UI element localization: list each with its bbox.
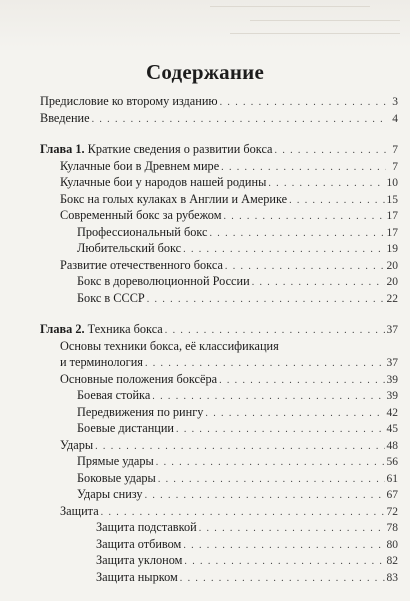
toc-entry-text: Защита подставкой [96, 520, 197, 534]
toc-entry-text: Прямые удары [77, 454, 154, 468]
toc-entry-text: Бокс на голых кулаках в Англии и Америке [60, 191, 288, 206]
toc-entry[interactable] [40, 225, 398, 242]
toc-entry-text: Удары [60, 437, 94, 452]
dot-leader [268, 178, 384, 189]
chapter-number: Глава 1. [40, 142, 85, 156]
toc-entry[interactable] [40, 111, 398, 128]
toc-entry-text: Защита [60, 503, 99, 518]
toc-entry-text: Техника бокса [84, 322, 163, 336]
toc-entry-text: и терминология [60, 355, 143, 369]
page-number: 22 [386, 292, 398, 305]
toc-entry-title [40, 142, 273, 157]
dot-leader [205, 408, 384, 419]
page-number: 42 [386, 406, 398, 419]
dot-leader [275, 145, 386, 156]
page-number: 72 [386, 505, 398, 518]
chapter-number: Глава 2. [40, 322, 85, 336]
page-number: 37 [386, 357, 398, 369]
toc-entry[interactable] [40, 520, 398, 537]
dot-leader [180, 573, 385, 584]
page-number: 61 [386, 472, 398, 485]
toc-entry-title [96, 520, 197, 535]
page-number: 39 [386, 390, 398, 402]
toc-entry-title [77, 225, 207, 240]
toc-entry[interactable] [40, 438, 398, 455]
toc-entry[interactable] [40, 570, 398, 587]
dot-leader [220, 97, 386, 108]
toc-entry-title [77, 405, 203, 420]
toc-entry-text: Бокс в СССР [77, 290, 145, 305]
dot-leader [209, 228, 384, 239]
page-number: 15 [386, 193, 398, 206]
toc-entry-title [60, 159, 219, 174]
toc-entry-title [77, 388, 150, 403]
dot-leader [145, 490, 385, 501]
toc-entry-text: Современный бокс за рубежом [60, 208, 222, 222]
toc-entry[interactable] [40, 159, 398, 176]
dot-leader [147, 294, 385, 305]
dot-leader [224, 211, 385, 222]
toc-entry-text: Предисловие ко второму изданию [40, 94, 218, 108]
toc-entry[interactable] [40, 388, 398, 405]
toc-entry[interactable] [40, 471, 398, 488]
page-number: 4 [392, 112, 398, 125]
dot-leader [199, 523, 385, 534]
toc-section [40, 142, 398, 307]
toc-entry[interactable] [40, 487, 398, 504]
table-of-contents [40, 94, 398, 601]
toc-entry-title [77, 241, 181, 256]
dot-leader [165, 325, 385, 336]
toc-entry-text: Боевая стойка [77, 388, 151, 402]
dot-leader [184, 556, 384, 567]
toc-entry-text: Бокс в дореволюционной России [77, 274, 250, 288]
toc-entry-text: Защита нырком [96, 569, 178, 584]
dot-leader [183, 540, 384, 551]
page-number: 17 [386, 226, 398, 239]
toc-entry[interactable] [40, 142, 398, 159]
page-number: 7 [392, 160, 398, 173]
toc-entry-text: Основные положения боксёра [60, 371, 218, 386]
page-number: 10 [386, 177, 398, 189]
page-number: 3 [392, 96, 398, 108]
page-number: 82 [386, 555, 398, 567]
toc-entry-text: Любительский бокс [77, 241, 182, 255]
toc-entry-title [60, 175, 266, 190]
toc-entry[interactable] [40, 258, 398, 275]
toc-entry-title [60, 339, 279, 354]
page-number: 39 [386, 373, 398, 386]
toc-entry-title [96, 553, 182, 568]
toc-entry-title [77, 454, 154, 469]
page-number: 67 [386, 489, 398, 501]
toc-entry-title [40, 111, 90, 126]
toc-entry[interactable] [40, 274, 398, 291]
toc-entry[interactable] [40, 537, 398, 554]
toc-entry[interactable] [40, 339, 398, 356]
toc-entry[interactable] [40, 553, 398, 570]
toc-entry-title [77, 274, 250, 289]
toc-entry[interactable] [40, 322, 398, 339]
toc-entry[interactable] [40, 355, 398, 372]
toc-entry-title [77, 421, 174, 436]
toc-entry-title [77, 487, 143, 502]
toc-entry-text: Профессиональный бокс [77, 224, 208, 239]
dot-leader [101, 507, 385, 518]
toc-entry-text: Защита отбивом [96, 536, 182, 551]
page-number: 80 [386, 538, 398, 551]
toc-entry[interactable] [40, 241, 398, 258]
toc-entry[interactable] [40, 94, 398, 111]
dot-leader [289, 195, 384, 206]
toc-section [40, 322, 398, 586]
toc-entry-text: Краткие сведения о развитии бокса [84, 142, 273, 156]
toc-entry-text: Боковые удары [77, 470, 156, 485]
toc-entry-text: Развитие отечественного бокса [60, 257, 223, 272]
dot-leader [183, 244, 384, 255]
dot-leader [92, 114, 386, 125]
dot-leader [95, 441, 384, 452]
page-number: 45 [386, 423, 398, 435]
page-number: 37 [386, 324, 398, 336]
toc-entry-title [60, 258, 223, 273]
toc-entry[interactable] [40, 405, 398, 422]
toc-entry-title [96, 537, 181, 552]
page-title: Содержание [146, 60, 264, 84]
toc-entry-text: Введение [40, 110, 90, 125]
page-number: 17 [386, 210, 398, 222]
toc-entry-title [77, 471, 156, 486]
toc-entry[interactable] [40, 208, 398, 225]
toc-entry-title [96, 570, 178, 585]
toc-entry-text: Основы техники бокса, её классификация [60, 338, 279, 353]
toc-entry-title [60, 438, 93, 453]
page-number: 19 [386, 243, 398, 255]
toc-entry[interactable] [40, 504, 398, 521]
page-number: 83 [386, 571, 398, 584]
toc-entry-title [77, 291, 145, 306]
dot-leader [158, 474, 385, 485]
toc-entry-title [60, 355, 143, 370]
toc-entry[interactable] [40, 175, 398, 192]
page-number: 78 [386, 522, 398, 534]
toc-entry-title [60, 372, 217, 387]
dot-leader [219, 375, 384, 386]
dot-leader [156, 457, 385, 468]
dot-leader [252, 277, 385, 288]
dot-leader [152, 391, 384, 402]
toc-entry[interactable] [40, 291, 398, 308]
toc-entry[interactable] [40, 454, 398, 471]
toc-entry[interactable] [40, 372, 398, 389]
page-number: 48 [386, 439, 398, 452]
dot-leader [221, 162, 386, 173]
dot-leader [145, 358, 385, 369]
toc-section [40, 94, 398, 127]
toc-entry-text: Боевые дистанции [77, 421, 175, 435]
toc-entry-text: Защита уклоном [96, 553, 183, 567]
toc-entry-text: Кулачные бои у народов нашей родины [60, 175, 267, 189]
page-number: 7 [392, 144, 398, 156]
toc-entry-text: Удары снизу [77, 487, 143, 501]
toc-entry-title [40, 322, 163, 337]
dot-leader [176, 424, 384, 435]
page-number: 20 [386, 276, 398, 288]
toc-entry-title [60, 504, 99, 519]
toc-entry-title [60, 208, 222, 223]
dot-leader [225, 261, 385, 272]
page-number: 20 [386, 259, 398, 272]
toc-entry[interactable] [40, 421, 398, 438]
toc-entry-text: Передвижения по рингу [77, 404, 204, 419]
toc-entry-title [60, 192, 287, 207]
toc-entry[interactable] [40, 192, 398, 209]
toc-entry-text: Кулачные бои в Древнем мире [60, 158, 220, 173]
previous-page-bleed [0, 0, 410, 48]
toc-entry-title [40, 94, 218, 109]
page-number: 56 [386, 456, 398, 468]
